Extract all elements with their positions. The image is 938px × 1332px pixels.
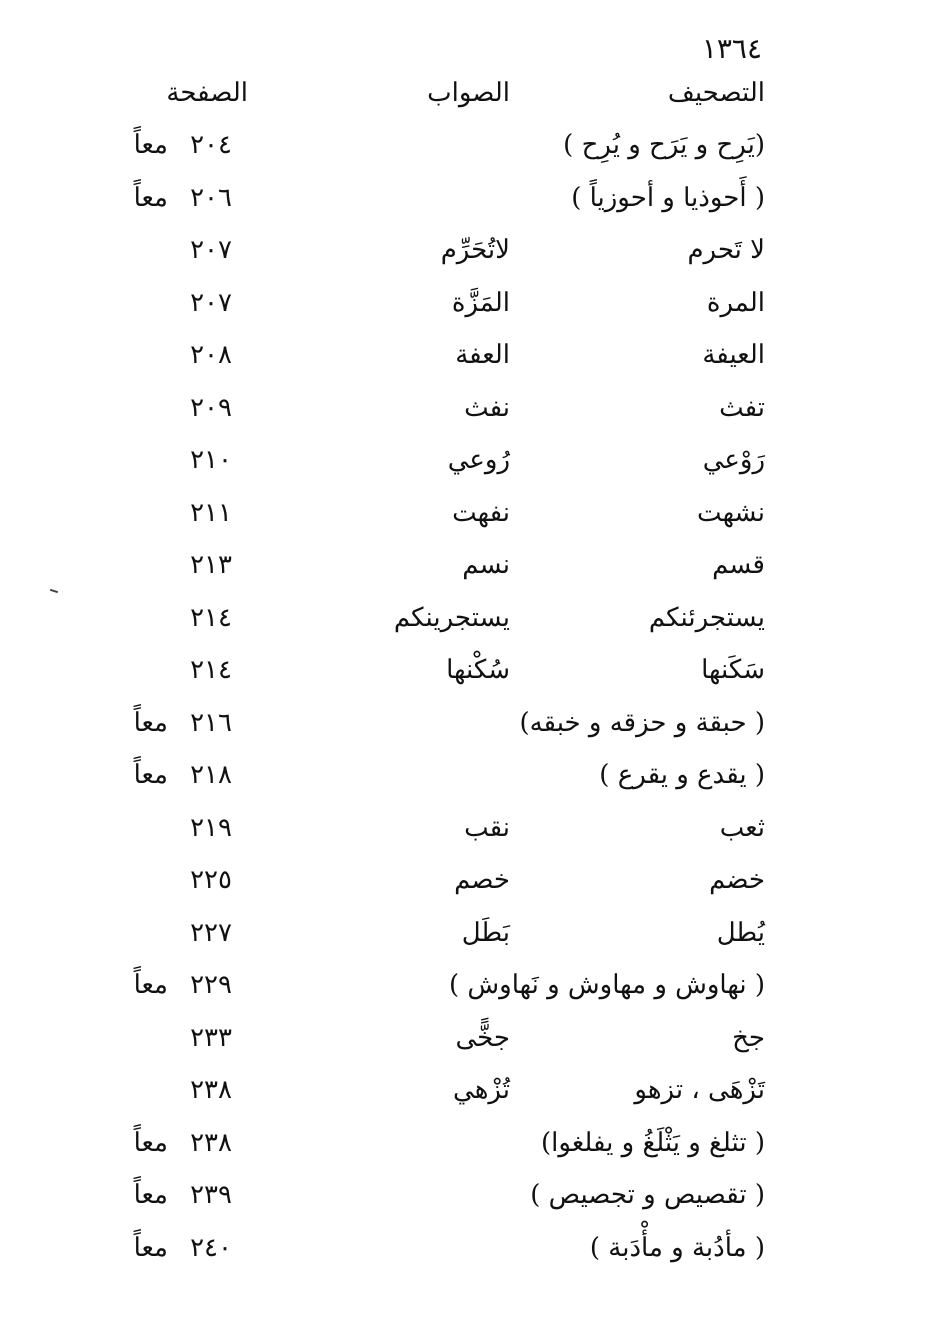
note: معاً	[133, 707, 168, 738]
table-row	[0, 1118, 938, 1171]
combined-entry: ( حبقة و حزقه و خبقه)	[519, 707, 765, 738]
wrong-word: تفث	[719, 392, 765, 423]
correct-word: نفث	[464, 392, 510, 423]
page-ref: ٢١١	[190, 497, 232, 528]
header-wrong: التصحيف	[667, 78, 765, 108]
wrong-word: تَزْهَى ، تزهو	[634, 1075, 765, 1105]
page-ref: ٢٢٩	[190, 970, 232, 1000]
page-ref: ٢١٦	[190, 707, 232, 738]
table-row	[0, 278, 938, 331]
page-ref: ٢٠٤	[190, 130, 232, 160]
table-row	[0, 488, 938, 541]
combined-entry: ( يقدع و يقرع )	[599, 760, 765, 790]
page-ref: ٢١٣	[190, 550, 232, 580]
table-row	[0, 120, 938, 173]
table-row	[0, 750, 938, 803]
table-row	[0, 908, 938, 961]
errata-table	[0, 120, 938, 1275]
table-row	[0, 855, 938, 908]
table-row	[0, 1013, 938, 1066]
page-ref: ٢١٤	[190, 602, 232, 633]
combined-entry: ( تثلغ و يَثْلَغُ و يفلغوا)	[541, 1127, 765, 1158]
note: معاً	[133, 1180, 168, 1210]
correct-word: المَزَّة	[451, 287, 510, 318]
note: معاً	[133, 1232, 168, 1263]
note: معاً	[133, 182, 168, 213]
correct-word: نقب	[464, 812, 510, 843]
table-row	[0, 1170, 938, 1223]
wrong-word: العيفة	[702, 340, 765, 370]
page-ref: ٢١٠	[190, 445, 232, 475]
wrong-word: جخ	[732, 1022, 765, 1053]
table-row	[0, 435, 938, 488]
table-row	[0, 540, 938, 593]
table-row	[0, 593, 938, 646]
correct-word: العفة	[455, 340, 510, 370]
note: معاً	[133, 130, 168, 160]
wrong-word: خضم	[709, 865, 765, 895]
wrong-word: نشهت	[697, 497, 765, 528]
page-ref: ٢١٨	[190, 760, 232, 790]
table-row	[0, 330, 938, 383]
page-ref: ٢١٩	[190, 812, 232, 843]
wrong-word: يستجرئنكم	[648, 602, 765, 633]
note: معاً	[133, 1127, 168, 1158]
wrong-word: يُطل	[716, 917, 765, 948]
wrong-word: قسم	[712, 550, 765, 580]
note: معاً	[133, 760, 168, 790]
table-row	[0, 698, 938, 751]
correct-word: خصم	[454, 865, 510, 895]
combined-entry: ( مأدُبة و مأْدَبة )	[589, 1232, 765, 1263]
table-row	[0, 173, 938, 226]
page-ref: ٢٠٩	[190, 392, 232, 423]
correct-word: تُزْهي	[453, 1075, 510, 1105]
page-ref: ٢٠٧	[190, 235, 232, 265]
table-row	[0, 960, 938, 1013]
page-ref: ٢١٤	[190, 655, 232, 685]
table-row	[0, 225, 938, 278]
combined-entry: (يَرِح و يَرَح و يُرِح )	[563, 130, 765, 160]
page-ref: ٢٣٩	[190, 1180, 232, 1210]
correct-word: يستجرينكم	[393, 602, 510, 633]
page-ref: ٢٣٨	[190, 1075, 232, 1105]
wrong-word: لا تَحرم	[687, 235, 765, 265]
wrong-word: المرة	[706, 287, 765, 318]
correct-word: رُوعي	[447, 445, 510, 475]
table-row	[0, 1065, 938, 1118]
table-row	[0, 645, 938, 698]
page-ref: ٢٤٠	[190, 1232, 232, 1263]
correct-word: نسم	[462, 550, 510, 580]
combined-entry: ( نهاوش و مهاوش و نَهاوش )	[449, 970, 765, 1000]
combined-entry: ( تقصيص و تجصيص )	[530, 1180, 765, 1210]
table-row	[0, 383, 938, 436]
correct-word: جخًّى	[455, 1022, 510, 1053]
page-ref: ٢٠٨	[190, 340, 232, 370]
page-ref: ٢٠٧	[190, 287, 232, 318]
note: معاً	[133, 970, 168, 1000]
wrong-word: ثعب	[719, 812, 765, 843]
page-number: ١٣٦٤	[701, 32, 762, 65]
wrong-word: رَوْعي	[702, 445, 765, 475]
wrong-word: سَكَنها	[701, 655, 765, 685]
table-row	[0, 803, 938, 856]
page-ref: ٢٠٦	[190, 182, 232, 213]
correct-word: سُكْنها	[446, 655, 510, 685]
correct-word: لاتُحَرِّم	[440, 235, 510, 265]
page-ref: ٢٢٧	[190, 917, 232, 948]
page-ref: ٢٣٨	[190, 1127, 232, 1158]
page-ref: ٢٢٥	[190, 865, 232, 895]
page-ref: ٢٣٣	[190, 1022, 232, 1053]
correct-word: نفهت	[452, 497, 510, 528]
table-row	[0, 1223, 938, 1276]
header-right: الصواب	[427, 78, 510, 108]
combined-entry: ( أَحوذيا و أحوزياً )	[571, 182, 765, 213]
header-page: الصفحة	[166, 78, 248, 108]
correct-word: بَطَل	[461, 917, 510, 948]
